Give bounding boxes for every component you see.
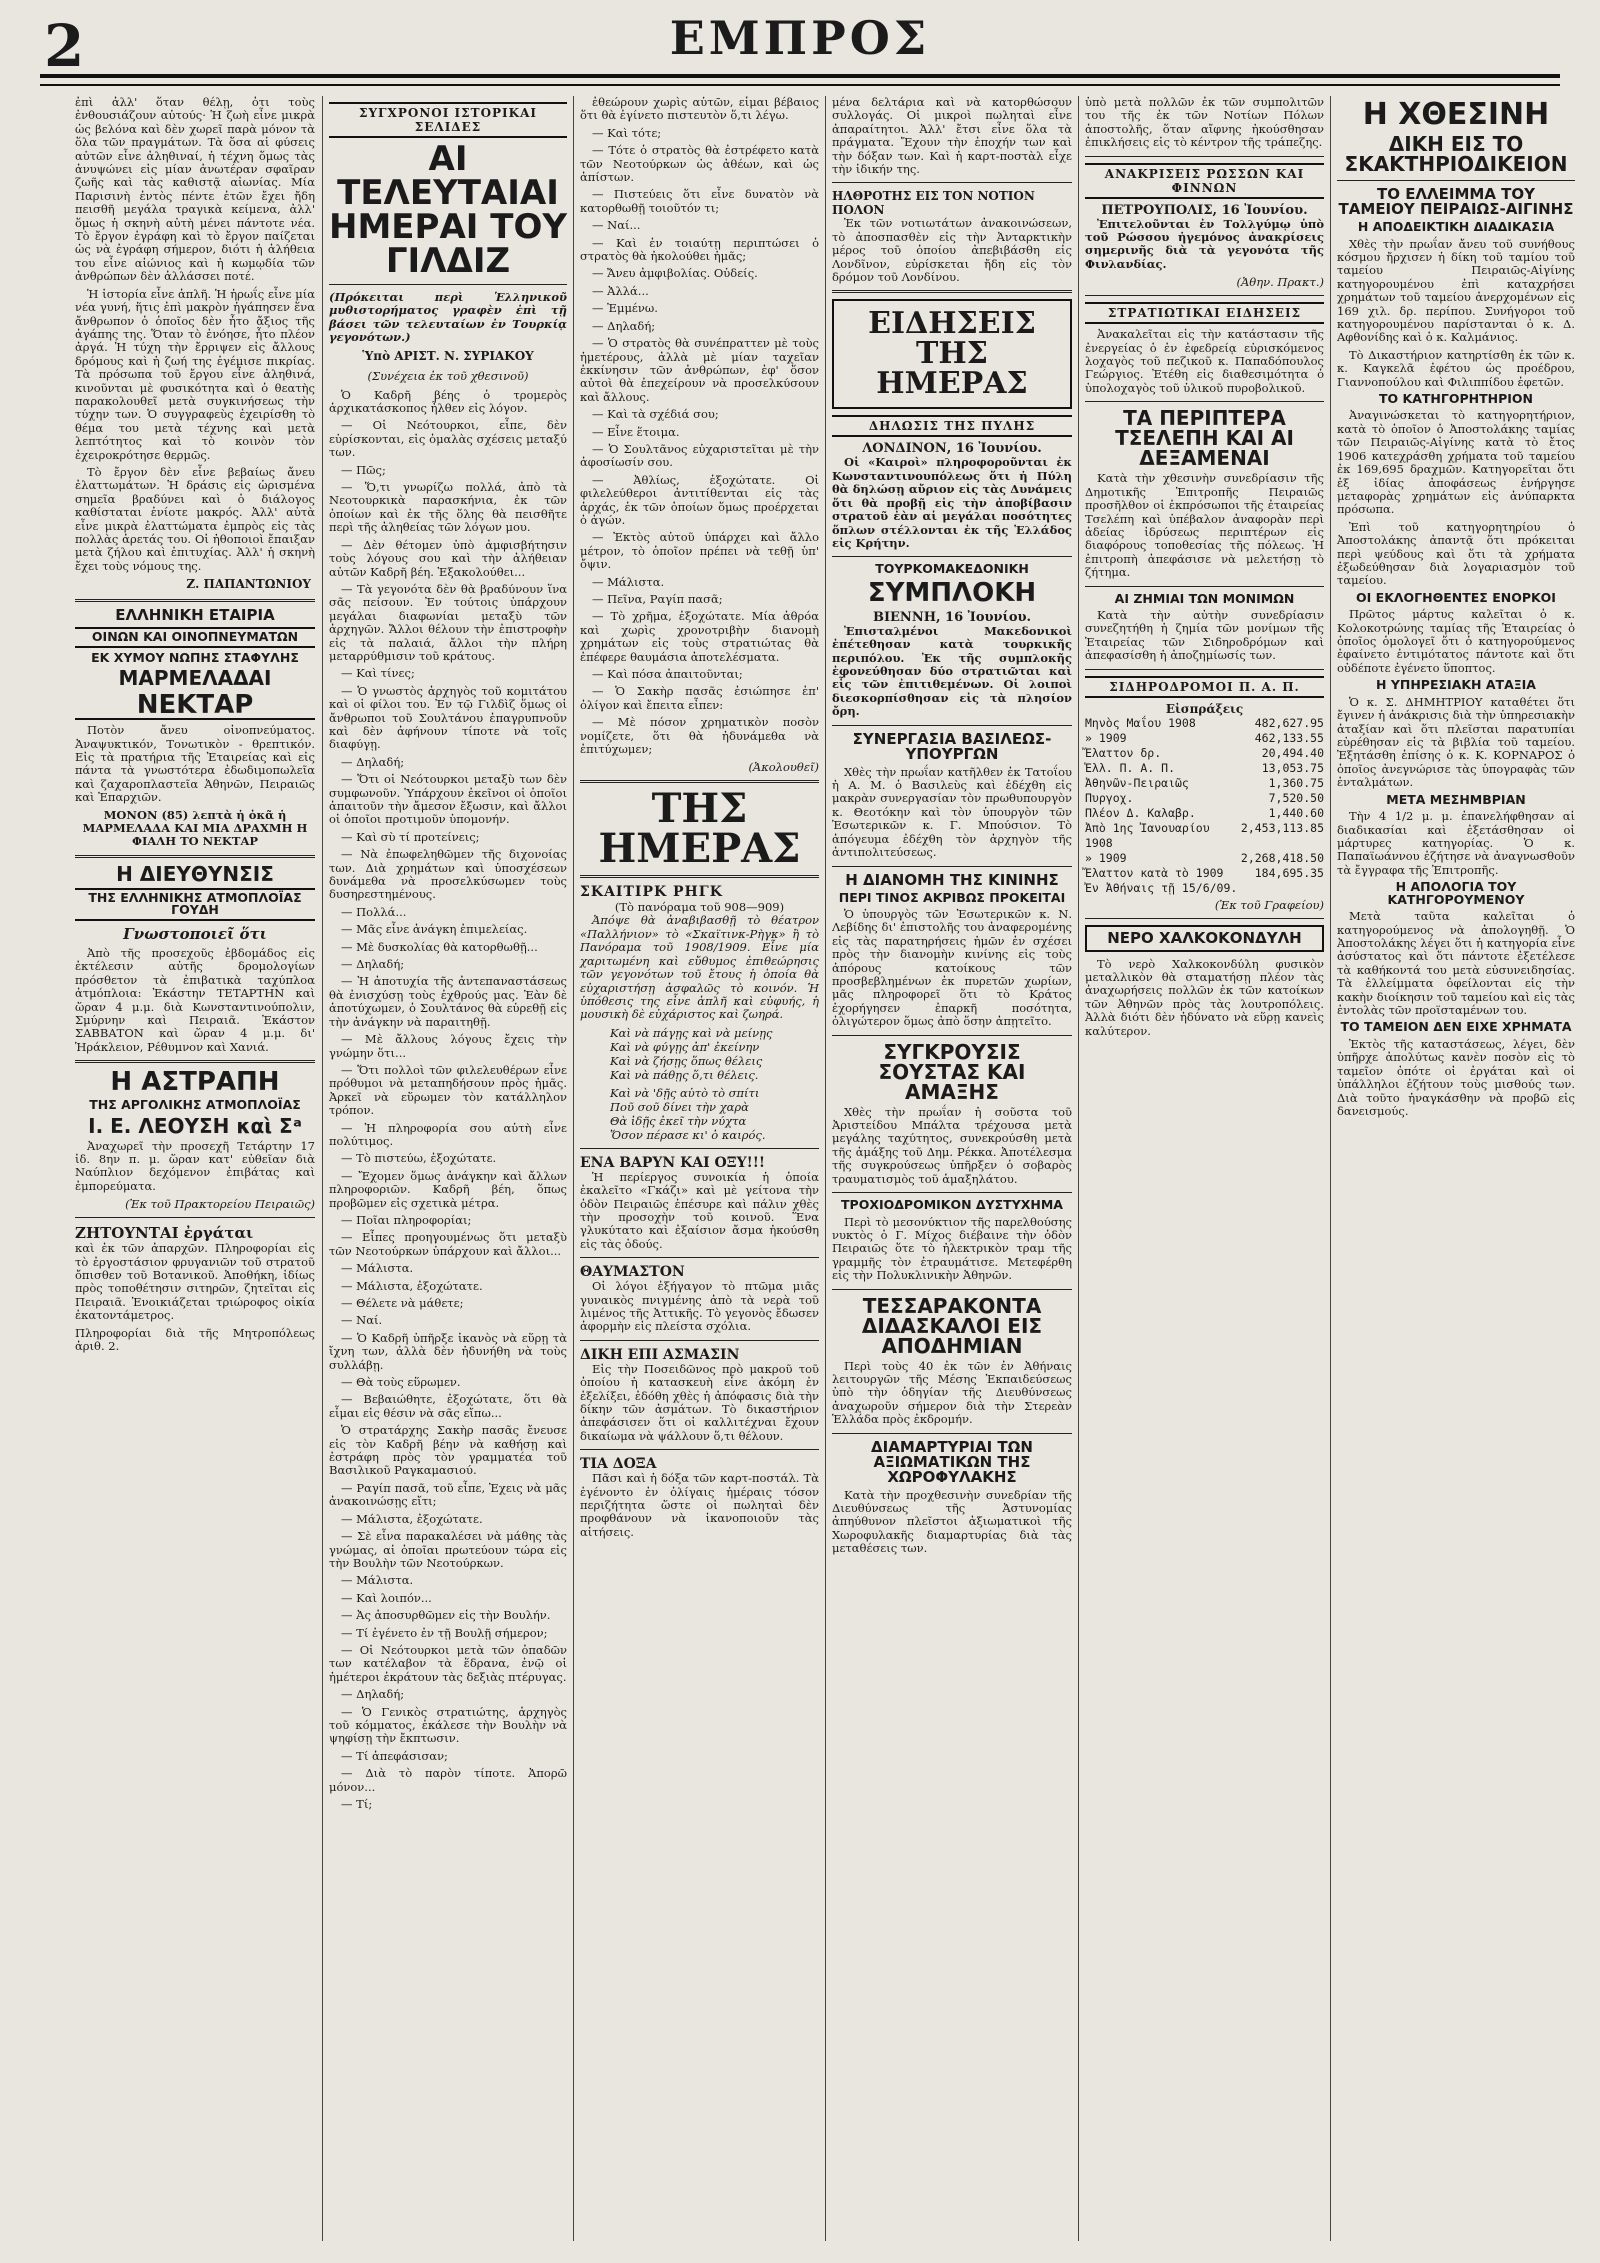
dialogue-line: ἐθεώρουν χωρὶς αὐτῶν, εἶμαι βέβαιος ὅτι θὰ ἐγίνετο πιστευτὸν ὅ,τι λέγω. [580,96,819,123]
news-item [1085,590,1324,663]
item-head: ΣΥΓΚΡΟΥΣΙΣ ΣΟΥΣΤΑΣ ΚΑΙ ΑΜΑΞΗΣ [878,1039,1026,1104]
news-item [580,1264,819,1334]
dialogue-line: — Ὅτι οἱ Νεότουρκοι μεταξὺ των δὲν συμφωνοῦν. Ὑπάρχουν ἐκεῖνοι οἱ ὁποῖοι ἀπαιτοῦν τὴν ἄμεσον ἔξωσιν, καὶ ἄλλοι οἱ ὁποῖοι προτιμοῦν ὑπομονήν. [329,772,567,827]
receipts-value-cell: 13,053.75 [1261,760,1324,775]
divider [1085,586,1324,587]
receipts-row [1085,791,1324,806]
news-item [832,1039,1072,1186]
dialogue-line: — Μάλιστα. [341,1261,414,1276]
receipts-value-cell: 2,268,418.50 [1240,850,1324,865]
dialogue-line: — Μάλιστα. [592,574,665,589]
header-rule-thin [40,84,1560,86]
dialogue-line: — Σὲ εἶνα παρακαλέσει νὰ μάθης τὰς γνώμας, αἱ ὁποῖαι πρωτεύουν τώρα εἰς τὴν Βουλὴν τῶν Νεοτούρκων. [329,1529,567,1570]
item-head: ΤΡΟΧΙΟΔΡΟΜΙΚΟΝ ΔΥΣΤΥΧΗΜΑ [841,1197,1063,1213]
divider [580,1340,819,1341]
dialogue-line: — Ὅ,τι γνωρίζω πολλά, ἀπὸ τὰ Νεοτουρκικὰ παρασκήνια, ἐκ τῶν ὁποίων καὶ ἐκ τῆς ὅλης θὰ πεισθῆτε περὶ τῆς ἀληθείας τῶν λόγων μου. [329,480,567,535]
item-body: Οἱ λόγοι ἐξήγαγον τὸ πτῶμα μιᾶς γυναικὸς πνιγμένης ἀπὸ τὰ νερὰ τοῦ λιμένος τῆς Ἀττικῆς. Τὸ γεγονὸς ἔδωσεν ἀφορμὴν εἰς πλείστα σχόλια. [580,1279,819,1334]
ad-subtitle: ΟΙΝΩΝ ΚΑΙ ΟΙΝΟΠΝΕΥΜΑΤΩΝ [75,627,315,648]
column-6 [1332,96,1580,2241]
dialogue-line: — Ὅτι πολλοὶ τῶν φιλελευθέρων εἶνε πρόθυμοι νὰ μεταπηδήσουν πρὸς ἡμᾶς. Ἀρκεῖ νὰ εὕρωμεν τὸν κατάλληλον τρόπον. [329,1062,567,1118]
item-head: ΔΙΑΜΑΡΤΥΡΙΑΙ ΤΩΝ ΑΞΙΩΜΑΤΙΚΩΝ ΤΗΣ ΧΩΡΟΦΥΛΑΚΗΣ [871,1437,1033,1486]
divider [75,855,315,858]
dialogue-line: — Εἶπες προηγουμένως ὅτι μεταξὺ τῶν Νεοτούρκων ὑπάρχουν καὶ ἄλλοι... [329,1230,567,1258]
dialogue-line: — Ἀς ἀποσυρθῶμεν εἰς τὴν Βουλήν. [341,1608,551,1623]
news-item [580,884,819,1141]
item-body: Οἱ «Καιροὶ» πληροφοροῦνται ἐκ Κωνσταντινουπόλεως ὅτι ἡ Πύλη θὰ δηλώσῃ αὔριον εἰς τὰς Δυνάμεις ὅτι θὰ προβῇ εἰς τὴν ἀποβίβασιν στρατοῦ ἐὰν αἱ μεγάλαι ποσότητες ὅπλων στέλλονται ἐκ τῆς Ἑλλάδος εἰς Κρήτην. [832,455,1072,550]
ad-body: Ἀναχωρεῖ τὴν προσεχῆ Τετάρτην 17 ἰδ. 8ην π. μ. ὥραν κατ' εὐθεῖαν διὰ Ναύπλιον δεχόμενον ἐπιβάτας καὶ ἐμπορεύματα. [75,1138,315,1193]
dialogue-line: — Μὲ πόσον χρηματικὸν ποσὸν νομίζετε, ὅτι θὰ ἠδυνάμεθα νὰ ἐπιτύχωμεν; [580,715,819,757]
receipts-value-cell: 184,695.35 [1254,865,1324,880]
article-text: Πρῶτος μάρτυς καλεῖται ὁ κ. Κολοκοτρώνης ταμίας τῆς Ἑταιρείας ὁ ὁποῖος ὁμολογεῖ ὅτι ὁ κατηγορούμενος ἐφαίνετο ἐντιμότατος πάντοτε καὶ ὅτι οὐδέποτε ἐγένετο ὕποπτος. [1337,607,1575,675]
continued-note: (Συνέχεια ἐκ τοῦ χθεσινοῦ) [367,368,529,383]
divider [75,1060,315,1063]
divider [580,875,819,878]
divider [75,599,315,602]
receipts-label-cell: Μηνὸς Μαΐου 1908 [1085,715,1196,730]
receipts-row [1085,716,1324,731]
dialogue-line: — Τότε ὁ στρατὸς θὰ ἐστρέφετο κατὰ τῶν Νεοτούρκων ὡς ἀθέων, καὶ ὡς ἀπίστων. [580,143,819,185]
dialogue-line: — Ἐκτὸς αὐτοῦ ὑπάρχει καὶ ἄλλο μέτρον, τὸ ὁποῖον πρέπει νὰ τεθῇ ὑπ' ὄψιν. [580,530,819,572]
poem-line: Ποῦ σοῦ δίνει τὴν χαρὰ [610,1099,749,1114]
divider [832,1289,1072,1290]
dialogue-line: — Ὁ Γενικὸς στρατιώτης, ἀρχηγὸς τοῦ κόμματος, ἐκάλεσε τὴν Βουλὴν νὰ ψηφίσῃ τὴν ἔκπτωσιν. [329,1704,567,1746]
receipts-value-cell: 1,360.75 [1268,775,1324,790]
dialogue-line: — Οἱ Νεότουρκοι μετὰ τῶν ὀπαδῶν των κατέλαβον τὰ ἕδρανα, ἐνῷ οἱ ἡμέτεροι ἐκράτουν τὰς δεξιὰς πτέρυγας. [329,1642,567,1684]
dialogue-line: — Καὶ τότε; [592,125,662,140]
article-headline: ΑΙ ΤΕΛΕΥΤΑΙΑΙ ΗΜΕΡΑΙ ΤΟΥ ΓΙΛΔΙΖ [329,139,567,281]
receipts-label-cell: Ἔλαττον κατὰ τὸ 1909 [1085,865,1224,880]
item-body: Κατὰ τὴν χθεσινὴν συνεδρίασιν τῆς Δημοτικῆς Ἐπιτροπῆς Πειραιῶς προσῆλθον οἱ ἐκπρόσωποι τῆς ἐταιρείας Τσελέπη καὶ ὑπέβαλον ἀναφορὰν περὶ ἀδείας ἱδρύσεως περιπτέρων εἰς διαφόρους τοποθεσίας τῆς πόλεως. Ἡ ἐπιτροπὴ ἀπεφάσισε νὰ μελετήσῃ τὸ ζήτημα. [1085,471,1324,580]
dialogue-line: — Ὁ γνωστὸς ἀρχηγὸς τοῦ κομιτάτου καὶ οἱ φίλοι του. Ἐν τῷ Γιλδὶζ ὅμως οἱ ἄνθρωποι τοῦ Σουλτάνου ἐπαγρυπνοῦν καὶ δὲν ἀφήνουν τίποτε νὰ τοῖς διαφύγῃ. [329,683,567,752]
receipts-value-cell: 462,133.55 [1254,730,1324,745]
column-divider [1078,96,1079,2241]
ad-brand: ΜΑΡΜΕΛΑΔΑΙ [118,666,272,691]
section-subhead: Η ΥΠΗΡΕΣΙΑΚΗ ΑΤΑΞΙΑ [1376,677,1536,693]
dialogue-line: — Καὶ λοιπόν... [341,1590,432,1605]
receipts-label-cell: Πυργοχ. [1085,790,1134,805]
item-body: Περὶ τοὺς 40 ἐκ τῶν ἐν Ἀθήναις λειτουργῶν τῆς Μέσης Ἐκπαιδεύσεως ὑπὸ τὴν ὁδηγίαν τῆς Διευθύνσεως ἀναχωροῦν σήμερον διὰ τὴν Στερεὰν Ἑλλάδα πρὸς ἐκδρομήν. [832,1358,1072,1427]
article-subhead: (Πρόκειται περὶ Ἑλληνικοῦ μυθιστορήματος γραφὲν ἐπὶ τῇ βάσει τῶν τελευταίων ἐν Τουρκίᾳ γεγονότων.) [329,290,567,345]
ad-title: Η ΑΣΤΡΑΠΗ [110,1067,280,1098]
receipts-label-cell: Πλέον Δ. Καλαβρ. [1085,805,1196,820]
item-body: Κατὰ τὴν προχθεσινὴν συνεδρίαν τῆς Διευθύνσεως τῆς Ἀστυνομίας ἀπηύθυνον πλεῖστοι ἀξιωματικοὶ τῆς Χωροφυλακῆς διαμαρτυρίας διὰ τὰς μεταθέσεις των. [832,1487,1072,1556]
item-head: ΣΥΜΠΛΟΚΗ [867,577,1037,608]
divider [1085,156,1324,157]
article-text: Ἐπὶ τοῦ κατηγορητηρίου ὁ Ἀποστολάκης ἀπαντᾷ ὅτι πρόκειται περὶ ψεύδους καὶ ὅτι τὰ χρήματα ἐξωδεύθησαν διὰ λογαριασμὸν τοῦ ταμείου. [1337,519,1575,588]
column-divider [1330,96,1331,2241]
footer-text: Πληροφορίαι διὰ τῆς Μητροπόλεως ἀριθ. 2. [75,1325,315,1354]
banner-title: ΕΙΔΗΣΕΙΣ ΤΗΣ ΗΜΕΡΑΣ [868,306,1036,402]
shipping-advertisement [75,861,315,1054]
poem-line: Καὶ νὰ 'δῇς αὐτὸ τὸ σπίτι [610,1085,760,1100]
item-meta: (Τὸ πανόραμα τοῦ 908—909) [614,900,785,915]
dialogue-line: — Τί ἀπεφάσισαν; [341,1748,448,1763]
article-headline: Η ΧΘΕΣΙΝΗ [1362,97,1550,132]
column-4 [827,96,1077,2241]
dialogue-line: — Πιστεύεις ὅτι εἶνε δυνατὸν νὰ κατορθωθῇ τοιοῦτόν τι; [580,187,819,215]
poem-line: Καὶ νὰ πάθῃς ὅ,τι θέλεις. [610,1067,759,1082]
section-subhead: ΜΕΤΑ ΜΕΣΗΜΒΡΙΑΝ [1386,791,1526,807]
dialogue-line: — Ἔχομεν ὅμως ἀνάγκην καὶ ἄλλων πληροφοριῶν. Καδρῆ βέη, ὅπως προβῶμεν εἰς σχετικὰ μέτρα. [329,1168,567,1210]
page-header [0,0,1600,92]
ad-title: ΕΛΛΗΝΙΚΗ ΕΤΑΙΡΙΑ [115,606,275,625]
receipts-row [1085,761,1324,776]
receipts-label-cell: Ἀπὸ 1ης Ἰανουαρίου 1908 [1085,820,1210,850]
dialogue-line: — Ναί... [592,218,641,233]
dialogue-line: — Μάλιστα. [341,1573,414,1588]
receipts-row [1085,806,1324,821]
article-text: Ἡ ἱστορία εἶνε ἁπλῆ. Ἡ ἡρωΐς εἶνε μία νέα γυνή, ἥτις ἐπὶ μακρὸν ἠγάπησεν ἕνα ἄνθρωπον ὁ ὁποῖος δὲν ἦτο ἄξιος τῆς ἀγάπης της. Ὅταν τὸ ἐνόησε, ἦτο πλέον ἀργά. Ἡ τύχη τὴν ἔρριψεν εἰς ἄλλους δρόμους καὶ ἡ ζωή της ἐγέμισε πικρίας. Τὰ πρόσωπα τοῦ ἔργου εἶνε ἀληθινά, κινοῦνται μὲ φυσικότητα καὶ ὁ θεατὴς παρακολουθεῖ μετὰ συγκινήσεως τὴν τύχην των. Ὁ συγγραφεὺς ἐχειρίσθη τὸ θέμα του μετὰ τέχνης καὶ μετὰ λεπτότητος καὶ τὸ κοινὸν τὸν ἐχειροκρότησε θερμῶς. [75,286,315,462]
item-source: (Ἐκ τοῦ Γραφείου) [1214,897,1324,912]
dialogue-line: — Μᾶς εἶνε ἀνάγκη ἐπιμελείας. [341,922,528,937]
receipts-label-cell: Ἐν Ἀθήναις τῇ 15/6/09. [1085,880,1238,895]
dialogue-line: — Ὁ Σουλτᾶνος εὐχαριστεῖται μὲ τὴν ἀφοσίωσίν σου. [580,441,819,470]
dialogue-line: — Ὁ Καδρῆ ὑπῆρξε ἱκανὸς νὰ εὕρῃ τὰ ἴχνη των, ἀλλὰ δὲν ἠδυνήθη νὰ τοὺς συλλάβῃ. [329,1330,567,1372]
dialogue-line: — Θὰ τοὺς εὕρωμεν. [341,1375,461,1390]
receipts-row [1085,731,1324,746]
divider [832,182,1072,183]
article-text: Τὸ Δικαστήριον κατηρτίσθη ἐκ τῶν κ. κ. Καγκελᾶ ἐφέτου ὡς προέδρου, Γιαννοπούλου καὶ Φιλιππίδου ἐφετῶν. [1337,347,1575,389]
article-text: ἐπὶ ἀλλ' ὅταν θέλῃ, ὁτι τοὺς ἐνθουσιάζουν αὐτούς· Ἡ ζωὴ εἶνε μικρὰ ὡς βελόνα καὶ δὲν χωρεῖ παρὰ μόνον τὰ ὅλα τῶν πραγμάτων. Τὰ ὅσα αἱ φύσεις αὐτῶν εἶνε ἀληθιναί, ἡ τέχνη ὅμως τὰς ἀνυψώνει εἰς μίαν ἀνωτέραν σφαῖραν ζωῆς καὶ τὰς καθιστᾷ αἰωνίας. Μία Παρισινὴ ἐντὸς πέντε ἐτῶν ἔχει ἤδη πεισθῆ μεγάλα τραγικὰ κείμενα, ἀλλ' ὅμως ἡ σκηνὴ αὐτὴ μένει πάντοτε νέα. Τὸ ἔργον ἐγράφη καὶ τὸ ἔργον παίζεται ὡς νὰ ἐγράφη σήμερον, διότι ἡ ἀλήθεια του εἶνε αἰώνιος καὶ ἡ κωμῳδία τῶν ἀνθρώπων δὲν ἀλλάσσει ποτέ. [75,96,315,284]
dialogue-line: — Τὸ πιστεύω, ἐξοχώτατε. [341,1151,497,1166]
receipts-value-cell: 1,440.60 [1268,805,1324,820]
ad-lead: Γνωστοποιεῖ ὅτι [123,924,267,943]
news-banner [832,299,1072,409]
news-item [580,1347,819,1443]
dialogue-line: — Καὶ σὺ τί προτείνεις; [341,829,480,844]
ad-line: ΕΚ ΧΥΜΟΥ ΝΩΠΗΣ ΣΤΑΦΥΛΗΣ [91,649,299,665]
divider [75,1217,315,1218]
column-3 [575,96,824,2241]
dialogue-line: — Βεβαιώθητε, ἐξοχώτατε, ὅτι θὰ εἶμαι εἰς θέσιν νὰ σᾶς εἴπω... [329,1392,567,1420]
item-body: Ἐπισταλμένοι Μακεδονικοὶ ἐπέτεθησαν κατὰ τουρκικῆς περιπόλου. Ἐκ τῆς συμπλοκῆς ἐφονεύθησαν δύο στρατιῶται καὶ εἷς τῶν ἐπιτιθεμένων. Οἱ λοιποὶ διεσκορπίσθησαν εἰς τὰ πλησίον ὄρη. [832,623,1072,719]
divider [329,284,567,285]
dialogue-line: — Τὰ γεγονότα δὲν θὰ βραδύνουν ἵνα σᾶς πείσουν. Ἐν τούτοις ὑπάρχουν μεγάλαι διαφωνίαι μεταξὺ τῶν ἀρχηγῶν. Ἄλλοι θέλουν τὴν ἐπιστροφὴν εἰς τὰ παλαιά, ἄλλοι τὴν πλήρη μεταρρύθμισιν τοῦ κράτους. [329,581,567,663]
item-kicker: ΔΗΛΩΣΙΣ ΤΗΣ ΠΥΛΗΣ [832,415,1072,437]
dialogue-line: Ὁ στρατάρχης Σακὴρ πασᾶς ἔνευσε εἰς τὸν Καδρῆ βέην νὰ καθήσῃ καὶ ἐστράφη πρὸς τὸν γραμματέα τοῦ Βασιλικοῦ Ραγκαμασιού. [329,1423,567,1478]
poem-line: Θὰ ἰδῇς ἐκεῖ τὴν νύχτα [610,1113,747,1128]
dialogue-line: — Μάλιστα, ἐξοχώτατε. [341,1511,483,1526]
item-body: Εἰς τὴν Ποσειδῶνος πρὸ μακροῦ τοῦ ὁποίου ἡ κατασκευὴ εἶνε ἀκόμη ἐν ἐξελίξει, ἐδόθη χθὲς ἡ ἀπόφασις διὰ τὴν δίκην τῶν ἀσμάτων. Τὸ δικαστήριον ἀπεφάσισεν ὅτι οἱ καλλιτέχναι ἔχουν δικαίωμα νὰ ψάλλουν ὅ,τι θέλουν. [580,1361,819,1443]
news-item [832,870,1072,1029]
dialogue-line: — Μάλιστα, ἐξοχώτατε. [341,1278,483,1293]
item-head: ΣΚΑΙΤΙΡΚ ΡΗΓΚ [580,884,723,901]
railway-receipts [1085,676,1324,912]
column-divider [322,96,323,2241]
item-head: ΣΤΡΑΤΙΩΤΙΚΑΙ ΕΙΔΗΣΕΙΣ [1085,302,1324,324]
dialogue-line: — Καὶ ἐν τοιαύτῃ περιπτώσει ὁ στρατὸς θὰ ἠκολούθει ἡμᾶς; [580,235,819,264]
poem-line: Καὶ νὰ φύγῃς ἀπ' ἐκείνην [610,1039,760,1054]
section-subhead: ΤΟ ΚΑΤΗΓΟΡΗΤΗΡΙΟΝ [1379,390,1533,406]
wine-advertisement [75,608,315,849]
item-head: ΤΙΑ ΔΟΞΑ [580,1456,657,1473]
item-dateline: ΠΕΤΡΟΥΠΟΛΙΣ, 16 Ἰουνίου. [1101,202,1308,218]
dialogue-line: — Δηλαδή; [341,1687,405,1702]
section-kicker: ΣΥΓΧΡΟΝΟΙ ΙΣΤΟΡΙΚΑΙ ΣΕΛΙΔΕΣ [329,102,567,138]
column-1 [70,96,320,2241]
article-byline: Ὑπὸ ΑΡΙΣΤ. Ν. ΣΥΡΙΑΚΟΥ [362,348,534,363]
dialogue-line: — Καὶ τίνες; [341,666,415,681]
item-body: Χθὲς τὴν πρωΐαν ἡ σοῦστα τοῦ Ἀριστείδου Μπάλτα τρέχουσα μετὰ μεγάλης ταχύτητος, συνεκρούσθη μετὰ τῆς ἁμάξης τοῦ Δημ. Ρέκκα. Ἀποτέλεσμα τῆς συγκρούσεως ὑπῆρξεν ὁ σοβαρὸς τραυματισμὸς τοῦ ἁμαξηλάτου. [832,1104,1072,1186]
news-item [580,1155,819,1251]
receipts-label: Εἰσπράξεις [1165,701,1244,716]
divider [580,780,819,783]
item-source: (Ἀθην. Πρακτ.) [1236,275,1324,290]
receipts-value-cell: 482,627.95 [1254,715,1324,730]
article-text: Ἀναγινώσκεται τὸ κατηγορητήριον, κατὰ τὸ ὁποῖον ὁ Ἀποστολάκης ταμίας τῶν Πειραιῶς-Αἰγίνης κατὰ τὸ ἔτος 1906 κατεχράσθη χρήματα τοῦ ταμείου ἐκ 169,695 δραχμῶν. Κατηγορεῖται ὅτι ἐξ ἰδίας ἀποφάσεως ἐνήργησε μεταφορὰς χρημάτων εἰς ἀνύπαρκτα πρόσωπα. [1337,408,1575,517]
news-item [1085,925,1324,1038]
item-head: Η ΔΙΑΝΟΜΗ ΤΗΣ ΚΙΝΙΝΗΣ [845,870,1059,889]
continued-note: (Ἀκολουθεῖ) [748,760,819,775]
divider [580,1257,819,1258]
dialogue-line: — Ἀθλίως, ἐξοχώτατε. Οἱ φιλελεύθεροι ἀντιτίθενται εἰς τὰς ἀρχάς, ἐκ τῶν ὁποίων ὅμως προέρχεται ὁ ἀγών. [580,472,819,527]
news-item [580,1456,819,1539]
dialogue-line: — Διὰ τὸ παρὸν τίποτε. Ἀπορῶ μόνον... [329,1766,567,1794]
ad-source: (Ἐκ τοῦ Πρακτορείου Πειραιῶς) [125,1197,315,1212]
news-item [832,563,1072,718]
divider [580,1449,819,1450]
dialogue-line: — Νὰ ἐπωφεληθῶμεν τῆς διχονοίας των. Διὰ χρημάτων καὶ ὑποσχέσεων δυνάμεθα νὰ προσελκύσωμεν τοὺς δυσηρεστημένους. [329,847,567,902]
poem-line: Ὅσον πέρασε κι' ὁ καιρός. [610,1127,766,1142]
item-body: Πᾶσι καὶ ἡ δόξα τῶν καρτ-ποστάλ. Τὰ ἐγένοντο ἐν ὀλίγαις ἡμέραις τόσον περιζήτητα ὥστε οἱ πωληταὶ δὲν προφθάνουν νὰ ἱκανοποιοῦν τὰς αἰτήσεις. [580,1471,819,1539]
section-subhead: ΟΙ ΕΚΛΟΓΗΘΕΝΤΕΣ ΕΝΟΡΚΟΙ [1356,589,1556,605]
item-head: ΑΝΑΚΡΙΣΕΙΣ ΡΩΣΣΩΝ ΚΑΙ ΦΙΝΝΩΝ [1085,163,1324,199]
dialogue-line: — Ραγίπ πασᾶ, τοῦ εἶπε, Ἐχεις νὰ μᾶς ἀνακοινώσῃς εἴτι; [329,1480,567,1509]
astrapi-advertisement [75,1069,315,1211]
item-body: Ἡ περίεργος συνοικία ἡ ὁποία ἐκαλεῖτο «Γκάζι» καὶ μὲ γείτονα τὴν ὁδὸν Πειραιῶς ἐπέσυρε καὶ πάλιν χθὲς τὴν προσοχὴν τοῦ κοινοῦ. Ἕνα γλυκύτατο καὶ ἐξαίσιον ἄσμα ἠκούσθη εἰς τὰς ὁδούς. [580,1169,819,1251]
dialogue-line: — Ἡ πληροφορία σου αὐτὴ εἶνε πολύτιμος. [329,1120,567,1148]
divider [832,556,1072,557]
dialogue-line: — Πεῖνα, Ραγίπ πασᾶ; [592,592,723,606]
receipts-value-cell: 2,453,113.85 [1240,820,1324,835]
ad-price: ΜΟΝΟΝ (85) λεπτὰ ἡ ὀκᾶ ἡ ΜΑΡΜΕΛΑΔΑ ΚΑΙ ΜΙΑ ΔΡΑΧΜΗ Η ΦΙΑΛΗ ΤΟ ΝΕΚΤΑΡ [82,807,308,849]
news-item [832,189,1072,284]
item-head: ΘΑΥΜΑΣΤΟΝ [580,1264,685,1281]
divider [832,1035,1072,1036]
divider [1085,401,1324,402]
article-text: μένα δελτάρια καὶ νὰ κατορθώσουν συλλογάς. Οἱ μικροὶ πωληταὶ εἶνε ἀπαραίτητοι. Ἀλλ' ἔτσι εἶνε ὅλα τὰ πράγματα. Ἔχουν τὴν ἐποχήν των καὶ τὴν δόξαν των. Καὶ ἡ καρτ-ποστὰλ εἶχε τὴν ἰδικήν της. [832,96,1072,177]
article-text: Μετὰ ταῦτα καλεῖται ὁ κατηγορούμενος νὰ ἀπολογηθῇ. Ὁ Ἀποστολάκης λέγει ὅτι ἡ κατηγορία εἶνε ἀσύστατος καὶ ὅτι πάντοτε ἐξετέλεσε τὰ καθήκοντά του μετὰ εὐσυνειδησίας. Τὰ ἐλλείμματα ὀφείλονται εἰς τὴν κακὴν διοίκησιν τοῦ ταμείου καὶ εἰς τὰς ἐντολὰς τῶν προϊσταμένων του. [1337,909,1575,1017]
article-headline: ΔΙΚΗ ΕΙΣ ΤΟ ΣΚΑΚΤΗΡΙΟΔΙΚΕΙΟΝ [1344,132,1568,176]
dialogue-line: — Πολλά... [341,904,407,919]
article-text: Ἐκτὸς τῆς καταστάσεως, λέγει, δὲν ὑπῆρχε ἀπολύτως κανὲν ποσὸν εἰς τὸ ταμεῖον ὁπότε οἱ ἐργάται καὶ οἱ ὑπάλληλοι ἐζήτουν τοὺς μισθούς των. Διὰ τοῦτο ἠναγκάσθην νὰ προβῶ εἰς δανεισμούς. [1337,1036,1575,1118]
divider [832,725,1072,726]
dialogue-line: — Ναί. [341,1313,383,1328]
news-item [832,729,1072,860]
dialogue-line: — Δηλαδή; [341,957,405,972]
item-body: Ἐπιτελοῦνται ἐν Τολλγύμῳ ὑπὸ τοῦ Ρώσσου ἡγεμόνος ἀνακρίσεις σημερινῆς διὰ τὰ γεγονότα τῆς Φινλανδίας. [1085,216,1324,271]
news-item [832,1437,1072,1556]
item-body: Ὁ ὑπουργὸς τῶν Ἐσωτερικῶν κ. Ν. Λεβίδης δι' ἐπιστολῆς του ἀναφερομένης εἰς τὰς παρατηρήσεις ἡμῶν ἐν σχέσει πρὸς τὴν διανομὴν κινίνης εἰς τοὺς ἀπόρους κατοίκους τῶν προσβεβλημένων ἐκ πυρετῶν χωρίων, μᾶς πληροφορεῖ ὅτι τὸ Κράτος ἐχορήγησεν ἐπαρκῆ ποσότητα, ὀλιγώτερον ὅμως ἀπὸ ὅσην ἀπῃτεῖτο. [832,907,1072,1029]
dialogue-line: — Ἐμμένω. [592,301,658,316]
dialogue-line: — Εἶνε ἕτοιμα. [592,424,680,439]
workers-advertisement [75,1224,315,1322]
ad-name: Ι. Ε. ΛΕΟΥΣΗ καὶ Σᵃ [88,1113,302,1138]
item-body: Κατὰ τὴν αὐτὴν συνεδρίασιν συνεζητήθη ἡ ζημία τῶν μονίμων τῆς Ἑταιρείας τῶν Σιδηροδρόμων καὶ ἀπεφασίσθη ἡ ἀποζημίωσίς των. [1085,608,1324,663]
article-subhead: Η ΑΠΟΔΕΙΚΤΙΚΗ ΔΙΑΔΙΚΑΣΙΑ [1357,219,1555,234]
news-item [832,1199,1072,1283]
news-item [1085,302,1324,395]
dialogue-line: — Τί; [341,1797,373,1811]
ad-title: ΖΗΤΟΥΝΤΑΙ ἐργάται [75,1224,254,1243]
item-head: ΔΙΚΗ ΕΠΙ ΑΣΜΑΣΙΝ [580,1346,740,1363]
receipts-value-cell: 20,494.40 [1261,745,1324,760]
news-item [1085,408,1324,579]
item-dateline: ΒΙΕΝΝΗ, 16 Ἰουνίου. [872,609,1032,625]
article-text: Τὴν 4 1/2 μ. μ. ἐπανελήφθησαν αἱ διαδικασίαι καὶ ἐξετάσθησαν οἱ μάρτυρες κατηγορίας. Ὁ κ. Παπαϊωάννου ἐζήτησε νὰ ἀναγνωσθοῦν τὰ ἔγγραφα τῆς Ἐπιτροπῆς. [1337,809,1575,877]
receipts-row [1085,821,1324,851]
dialogue-line: — Θέλετε νὰ μάθετε; [341,1296,464,1310]
item-head: ΕΝΑ ΒΑΡΥΝ ΚΑΙ ΟΞΥ!!! [580,1154,766,1171]
dialogue-line: — Ἄνευ ἀμφιβολίας. Οὐδείς. [592,266,758,281]
dialogue-line: — Ἡ ἀποτυχία τῆς ἀντεπαναστάσεως θὰ ἐνισχύσῃ τοὺς ἐχθρούς μας. Ἐὰν δὲ ἀποτύχωμεν, ὁ Σουλτάνος θὰ εὑρεθῇ εἰς τὴν ἀνάγκην νὰ παραιτηθῇ. [329,974,567,1029]
item-body: Τὸ νερὸ Χαλκοκονδύλη φυσικὸν μεταλλικὸν θὰ σταματήσῃ πλέον τὰς ἀναχωρήσεις πολλῶν ἐκ τῶν κατοίκων τῶν Ἀθηνῶν πρὸς τὰς λουτροπόλεις. Ἀλλὰ διότι δὲν ἠδύνατο νὰ εὕρῃ κανεὶς καλύτερον. [1085,956,1324,1038]
article-text: Τὸ ἔργον δὲν εἶνε βεβαίως ἄνευ ἐλαττωμάτων. Ἡ δράσις εἰς ὡρισμένα σημεῖα βραδύνει καὶ ὁ διάλογος καθίσταται ἐνίοτε μακρός. Ἀλλ' αὐτὰ εἶνε μικρὰ ἐλαττώματα ἐμπρὸς εἰς τὰς πολλὰς ἀρετάς του. Οἱ ἠθοποιοὶ ἔπαιξαν μετὰ ζήλου καὶ ἐπιτυχίας. Ἀλλ' ἡ σκηνὴ ἔχει τοὺς νόμους της. [75,464,315,573]
ad-body: Ἀπὸ τῆς προσεχοῦς ἑβδομάδος εἰς ἐκτέλεσιν αὐτῆς δρομολογίων πρόσθετον τὰ ἐπιβατικὰ ταχύπλοα ἀτμόπλοια: Ἐκάστην ΤΕΤΑΡΤΗΝ καὶ ὥραν 4 μ.μ. διὰ Κωνσταντινούπολιν, Σμύρνην καὶ Πειραιᾶ. Ἐκάστον ΣΑΒΒΑΤΟΝ καὶ ὥραν 4 μ.μ. δι' Ἡράκλειον, Ρέθυμνον καὶ Χανιά. [75,945,315,1054]
item-head: ΝΕΡΟ ΧΑΛΚΟΚΟΝΔΥΛΗ [1085,925,1324,952]
dialogue-line: — Τὸ χρῆμα, ἐξοχώτατε. Μία ἀθρόα καὶ χωρὶς χρονοτριβὴν διανομὴ χρημάτων εἰς τοὺς στρατιώτας θὰ ἐπέφερε θαυμάσια ἀποτελέσματα. [580,609,819,664]
dialogue-line: — Μὲ δυσκολίας θὰ κατορθωθῇ... [341,939,538,954]
article-text: Χθὲς τὴν πρωΐαν ἄνευ τοῦ συνήθους κόσμου ἤρχισεν ἡ δίκη τοῦ ταμίου τοῦ ταμείου Πειραιῶς-Αἰγίνης κατηγορουμένου ἐπὶ καταχρήσει χρημάτων τοῦ ταμείου ἀνερχομένων εἰς 169 χιλ. δρ. περίπου. Συνήγοροι τοῦ κατηγορουμένου παρίστανται ὁ κ. Δ. Αφθονίδης καὶ ὁ κ. Καλμάνιος. [1337,236,1575,345]
ad-title: Η ΔΙΕΥΘΥΝΣΙΣ [116,861,274,886]
item-body: Περὶ τὸ μεσονύκτιον τῆς παρελθούσης νυκτὸς ὁ Γ. Μίχος διέβαινε τὴν ὁδὸν Πειραιῶς ὅτε τὸ ἠλεκτρικὸν τραμ τῆς γραμμῆς τὸν ἐτραυμάτισε. Μετεφέρθη εἰς τὴν Πολυκλινικὴν Ἀθηνῶν. [832,1214,1072,1283]
item-body: Ἀνακαλεῖται εἰς τὴν κατάστασιν τῆς ἐνεργείας ὁ ἐν ἐφεδρείᾳ εὑρισκόμενος λοχαγὸς τοῦ πεζικοῦ κ. Παπαδόπουλος Γεώργιος. Ἐτέθη εἰς διαθεσιμότητα ὁ ὑπολοχαγὸς τοῦ ὑλικοῦ πυροβολικοῦ. [1085,327,1324,395]
receipts-label-cell: Ἔλαττον δρ. [1085,745,1162,760]
dialogue-line: — Ἀλλά... [592,283,649,298]
receipts-label-cell: » 1909 [1085,730,1127,745]
dialogue-line: — Τί ἐγένετο ἐν τῇ Βουλῇ σήμερον; [341,1625,548,1640]
section-subhead: Η ΑΠΟΛΟΓΙΑ ΤΟΥ ΚΑΤΗΓΟΡΟΥΜΕΝΟΥ [1387,879,1525,907]
ad-body: καὶ ἐκ τῶν ἀπαρχῶν. Πληροφορίαι εἰς τὸ ἐργοστάσιον φρυγανιῶν τοῦ στρατοῦ ὄπισθεν τοῦ Βοτανικοῦ. Ἀποθήκη, ἰδίως πρὸς τοποθέτησιν σιτηρῶν, ζητεῖται εἰς Πειραιᾶ. Ἐνοικιάζεται τριώροφος οἰκία ἐκατοντάμετρος. [75,1241,315,1323]
news-item [1085,163,1324,290]
dialogue-line: — Πῶς; [341,462,386,477]
column-divider [573,96,574,2241]
receipts-row [1085,881,1324,896]
item-head: ΣΥΝΕΡΓΑΣΙΑ ΒΑΣΙΛΕΩΣ-ΥΠΟΥΡΓΩΝ [852,729,1052,763]
column-2 [324,96,572,2241]
item-dateline: ΛΟΝΔΙΝΟΝ, 16 Ἰουνίου. [862,441,1042,457]
ad-subtitle: ΤΗΣ ΑΡΓΟΛΙΚΗΣ ΑΤΜΟΠΛΟΪΑΣ [89,1097,301,1113]
poem-stanza [610,1026,819,1082]
divider [1085,669,1324,670]
poem-line: Καὶ νὰ πάγῃς καὶ νὰ μείνῃς [610,1025,773,1040]
dialogue-line: — Καὶ πόσα ἀπαιτοῦνται; [592,667,743,682]
dialogue-line: — Δὲν θέτομεν ὑπὸ ἀμφισβήτησιν τοὺς λόγους σου καὶ τὴν ἀλήθειαν αὐτῶν Καδρῆ βέη. Ἐξακολούθει... [329,537,567,579]
ad-subtitle: ΤΗΣ ΕΛΛΗΝΙΚΗΣ ΑΤΜΟΠΛΟΪΑΣ ΓΟΥΔΗ [75,888,315,921]
receipts-table [1085,716,1324,896]
divider [1337,180,1575,181]
receipts-label-cell: Ἑλλ. Π. Α. Π. [1085,760,1176,775]
section-title: ΤΗΣ ΗΜΕΡΑΣ [598,785,801,873]
dialogue-line: — Δηλαδή; [341,754,405,769]
dialogue-line: — Ποῖαι πληροφορίαι; [341,1212,472,1227]
item-head: ΣΙΔΗΡΟΔΡΟΜΟΙ Π. Α. Π. [1085,676,1324,698]
section-subhead: ΤΟ ΤΑΜΕΙΟΝ ΔΕΝ ΕΙΧΕ ΧΡΗΜΑΤΑ [1340,1019,1572,1035]
dialogue-line: — Δηλαδή; [592,318,656,333]
receipts-row [1085,776,1324,791]
item-kicker: ΤΟΥΡΚΟΜΑΚΕΔΟΝΙΚΗ [875,561,1029,577]
dialogue-line: — Ὁ στρατὸς θὰ συνέπραττεν μὲ τοὺς ἡμετέρους, ἀλλὰ μὲ μίαν ταχεῖαν ἐκκίνησιν τῶν ἀνθρώπων, ἐφ' ὅσον αὐτοὶ θὰ ἐπεχείρουν νὰ προσελκύσουν καὶ ἄλλους. [580,336,819,404]
masthead: ΕΜΠΡΟΣ [669,11,931,65]
dialogue-line: — Καὶ τὰ σχέδιά σου; [592,407,719,422]
poem-line: Καὶ νὰ ζήσῃς ὅπως θέλεις [610,1053,763,1068]
item-body: Ἀπόψε θὰ ἀναβιβασθῇ τὸ θέατρον «Παλλήνιον» τὸ «Σκαϊτινκ-Ρὴγκ» ἢ τὸ Πανόραμα τοῦ 1908/1909. Εἶνε μία χαριτωμένη καὶ εὔθυμος ἐπιθεώρησις τῶν γεγονότων τοῦ ἔτους ἡ ὁποία θὰ εὐχαριστήσῃ ἀσφαλῶς τὸ κοινόν. Ἡ ὑπόθεσις της εἶνε ἁπλῆ καὶ εὐφυής, ἡ μουσικὴ δὲ εὐχάριστος καὶ ζωηρά. [580,913,819,1022]
divider [832,290,1072,293]
receipts-row [1085,866,1324,881]
divider [1085,295,1324,296]
column-divider [825,96,826,2241]
receipts-row [1085,746,1324,761]
item-body: Ἐκ τῶν νοτιωτάτων ἀνακοινώσεων, τὸ ἀποσπασθὲν εἰς τὴν Ἀνταρκτικὴν μέρος τοῦ ὁποίου ἀπεβιβάσθη εἰς Λονδῖνον, εὑρίσκεται ἤδη εἰς τὸν δρόμον τοῦ Λονδίνου. [832,216,1072,285]
ad-body: Ποτὸν ἄνευ οἰνοπνεύματος. Ἀναψυκτικόν, Τονωτικὸν - θρεπτικόν. Εἰς τὰ πρατήρια τῆς Ἑταιρείας καὶ εἰς πάντα τὰ γνωστότερα ἐδωδιμοπωλεῖα καὶ ζαχαροπλαστεῖα Ἀθηνῶν, Πειραιῶς καὶ Ἐπαρχιῶν. [75,723,315,805]
item-head: ΑΙ ΖΗΜΙΑΙ ΤΩΝ ΜΟΝΙΜΩΝ [1114,590,1295,606]
item-head: ΗΛΘΡΟΤΗΣ ΕΙΣ ΤΟΝ ΝΟΤΙΟΝ ΠΟΛΟΝ [832,189,1035,218]
article-subhead: ΤΟ ΕΛΛΕΙΜΜΑ ΤΟΥ ΤΑΜΕΙΟΥ ΠΕΙΡΑΙΩΣ-ΑΙΓΙΝΗΣ [1338,185,1574,218]
receipts-label-cell: Ἀθηνῶν-Πειραιῶς [1085,775,1189,790]
dialogue-line: — Μὲ ἄλλους λόγους ἔχεις τὴν γνώμην ὅτι... [329,1032,567,1060]
divider [832,1433,1072,1434]
news-item [832,1293,1072,1427]
article-signature: Ζ. ΠΑΠΑΝΤΩΝΙΟΥ [186,577,311,592]
poem-stanza [610,1086,819,1142]
divider [832,866,1072,867]
article-text: Ὁ κ. Σ. ΔΗΜΗΤΡΙΟΥ καταθέτει ὅτι ἔγινεν ἡ ἀνάκρισις διὰ τὴν ὑπηρεσιακὴν ἀταξίαν καὶ ὅτι πλεῖσται παρατυπίαι εὑρέθησαν εἰς τὰ βιβλία τοῦ ταμείου. Ἐξητάσθη ἐπίσης ὁ κ. Κ. ΚΟΡΝΑΡΟΣ ὁ ὁποῖος ἀνεγνώρισε τὰς ὑπογραφὰς τῶν ἐνταλμάτων. [1337,694,1575,790]
dialogue-line: Ὁ Καδρῆ βέης ὁ τρομερὸς ἀρχικατάσκοπος ἦλθεν εἰς λόγον. [329,387,567,416]
item-body: Χθὲς τὴν πρωΐαν κατῆλθεν ἐκ Τατοΐου ἡ Α. Μ. ὁ Βασιλεὺς καὶ ἐδέχθη εἰς μακρὰν συνεργασίαν τὸν πρωθυπουργὸν κ. Θεοτόκην καὶ τὸν ὑπουργὸν τῶν Ἐσωτερικῶν κ. Γ. Μπούσιον. Τὸ ἀπόγευμα ἐδέχθη τὸν ἀρχηγὸν τῆς ἀντιπολιτεύσεως. [832,764,1072,860]
divider [832,1192,1072,1193]
divider [580,1148,819,1149]
article-text: ὑπὸ μετὰ πολλῶν ἐκ τῶν συμπολιτῶν του τῆς ἐκ τῶν Νοτίων Πόλων ἀποστολῆς, ὅταν αἴφνης ἠκούσθησαν ἐπικλήσεις εἰς τὸ κέντρον τῆς τράπεζης. [1085,96,1324,150]
header-rule [40,74,1560,78]
dialogue-line: — Οἱ Νεότουρκοι, εἶπε, δὲν εὑρίσκονται, εἰς ὁμαλὰς σχέσεις μεταξύ των. [329,418,567,460]
ad-brand: ΝΕΚΤΑΡ [75,692,315,720]
item-subhead: ΠΕΡΙ ΤΙΝΟΣ ΑΚΡΙΒΩΣ ΠΡΟΚΕΙΤΑΙ [838,889,1066,905]
receipts-value-cell: 7,520.50 [1268,790,1324,805]
item-head: ΤΕΣΣΑΡΑΚΟΝΤΑ ΔΙΔΑΣΚΑΛΟΙ ΕΙΣ ΑΠΟΔΗΜΙΑΝ [861,1293,1043,1358]
receipts-row [1085,851,1324,866]
column-5 [1080,96,1329,2241]
page-number: 2 [44,12,85,80]
divider [1085,918,1324,919]
receipts-label-cell: » 1909 [1085,850,1127,865]
item-head: ΤΑ ΠΕΡΙΠΤΕΡΑ ΤΣΕΛΕΠΗ ΚΑΙ ΑΙ ΔΕΞΑΜΕΝΑΙ [1115,406,1294,471]
dialogue-line: — Ὁ Σακὴρ πασᾶς ἐσιώπησε ἐπ' ὀλίγον καὶ ἔπειτα εἶπεν: [580,684,819,712]
news-item [832,415,1072,550]
